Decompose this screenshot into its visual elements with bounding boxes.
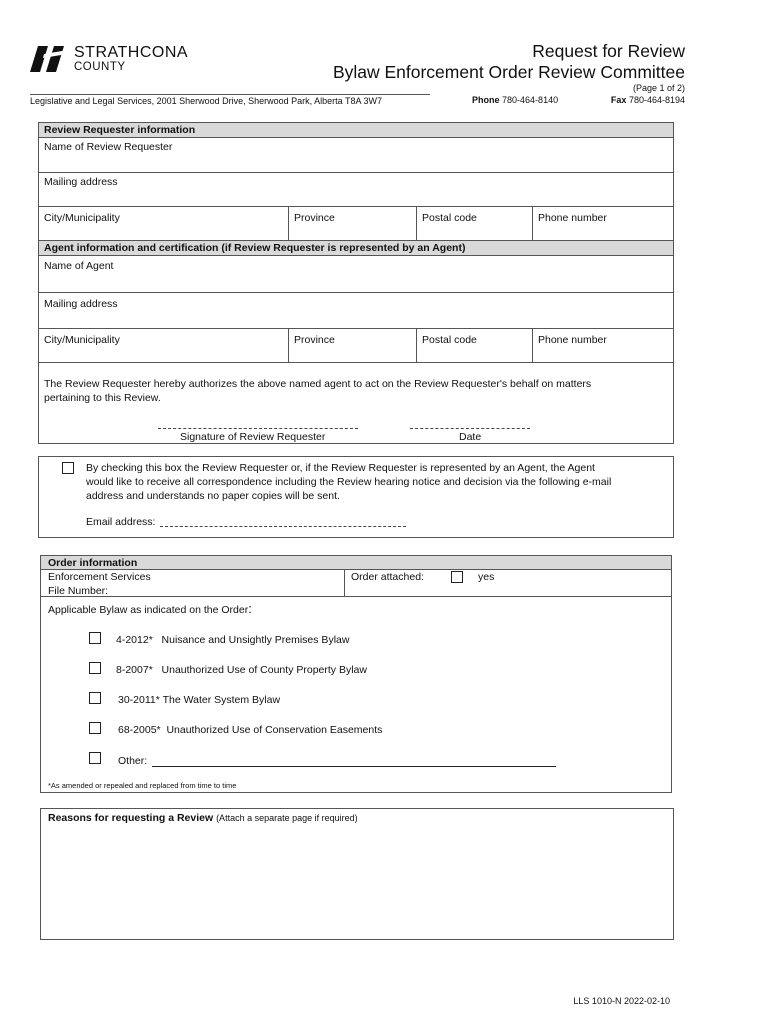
agent-mailing-label: Mailing address	[44, 298, 118, 310]
email-consent-checkbox[interactable]	[62, 462, 74, 474]
applicable-bylaw-label	[48, 601, 252, 616]
agent-phone-label: Phone number	[538, 334, 607, 346]
agent-city-label: City/Municipality	[44, 334, 120, 346]
agent-province-label: Province	[294, 334, 335, 346]
agent-heading: Agent information and certification (if Review Requester is represented by an Agent)	[44, 242, 466, 254]
logo-text-strathcona: STRATHCONA	[74, 44, 189, 61]
order-attached-label: Order attached:	[351, 571, 424, 583]
authorization-line-1: The Review Requester hereby authorizes the above named agent to act on the Review Requester's behalf on matters	[44, 378, 592, 390]
bylaw-checkbox-30-2011[interactable]	[89, 692, 101, 704]
file-number-label: File Number:	[48, 585, 109, 597]
fax-label: Fax	[610, 95, 627, 105]
email-consent-line-1: By checking this box the Review Requester or, if the Review Requester is represented by an Agent, the Agent	[86, 462, 595, 474]
bylaw-checkbox-68-2005[interactable]	[89, 722, 101, 734]
email-address-field[interactable]	[160, 526, 406, 527]
header-rule	[30, 94, 430, 95]
signature-line[interactable]	[158, 428, 358, 429]
bylaw-option-68-2005: 68-2005* Unauthorized Use of Conservation Easements	[118, 724, 383, 736]
bylaw-checkbox-8-2007[interactable]	[89, 662, 101, 674]
order-footnote: *As amended or repealed and replaced from time to time	[48, 781, 237, 790]
requester-name-label: Name of Review Requester	[44, 141, 173, 153]
email-consent-line-2: would like to receive all correspondence including the Review hearing notice and decision via the following e-mail	[86, 476, 612, 488]
email-consent-line-3: address and understands no paper copies will be sent.	[86, 490, 340, 502]
bylaw-other-field[interactable]	[152, 766, 556, 767]
date-line[interactable]	[410, 428, 530, 429]
reasons-heading-line	[48, 812, 358, 824]
bylaw-option-4-2012: 4-2012* Nuisance and Unsightly Premises Bylaw	[116, 634, 350, 646]
agent-postal-label: Postal code	[422, 334, 477, 346]
page-subtitle: Bylaw Enforcement Order Review Committee	[332, 62, 685, 82]
order-heading: Order information	[48, 557, 138, 569]
signature-label: Signature of Review Requester	[180, 431, 326, 443]
logo-text-county: COUNTY	[74, 61, 126, 73]
requester-mailing-label: Mailing address	[44, 176, 118, 188]
reasons-note: (Attach a separate page if required)	[216, 813, 358, 823]
requester-phone-label: Phone number	[538, 212, 607, 224]
applicable-bylaw-text: Applicable Bylaw as indicated on the Order	[48, 604, 249, 616]
authorization-line-2: pertaining to this Review.	[44, 392, 161, 404]
order-attached-yes-label: yes	[478, 571, 495, 583]
requester-city-label: City/Municipality	[44, 212, 120, 224]
bylaw-checkbox-4-2012[interactable]	[89, 632, 101, 644]
agent-name-label: Name of Agent	[44, 260, 114, 272]
email-address-label: Email address:	[86, 516, 156, 528]
applicable-bylaw-colon: :	[248, 601, 252, 616]
page-title: Request for Review	[532, 41, 685, 61]
header-phone	[472, 95, 558, 105]
strathcona-logo-icon	[30, 44, 70, 74]
bylaw-checkbox-other[interactable]	[89, 752, 101, 764]
phone-value: 780-464-8140	[502, 95, 559, 105]
requester-postal-label: Postal code	[422, 212, 477, 224]
bylaw-option-8-2007: 8-2007* Unauthorized Use of County Property Bylaw	[116, 664, 367, 676]
reasons-heading: Reasons for requesting a Review	[48, 812, 214, 824]
order-attached-checkbox[interactable]	[451, 571, 463, 583]
bylaw-other-label: Other:	[118, 755, 148, 767]
header-fax	[611, 95, 685, 105]
requester-province-label: Province	[294, 212, 335, 224]
requester-heading: Review Requester information	[44, 124, 196, 136]
header-address: Legislative and Legal Services, 2001 Sherwood Drive, Sherwood Park, Alberta T8A 3W7	[30, 96, 383, 106]
bylaw-option-30-2011: 30-2011* The Water System Bylaw	[118, 694, 281, 706]
fax-value: 780-464-8194	[628, 95, 685, 105]
phone-label: Phone	[472, 95, 500, 105]
form-code: LLS 1010-N 2022-02-10	[573, 996, 670, 1006]
page-number: (Page 1 of 2)	[632, 83, 685, 93]
reasons-text-area[interactable]	[41, 826, 673, 939]
date-label: Date	[459, 431, 482, 443]
enforcement-services-label: Enforcement Services	[48, 571, 151, 583]
